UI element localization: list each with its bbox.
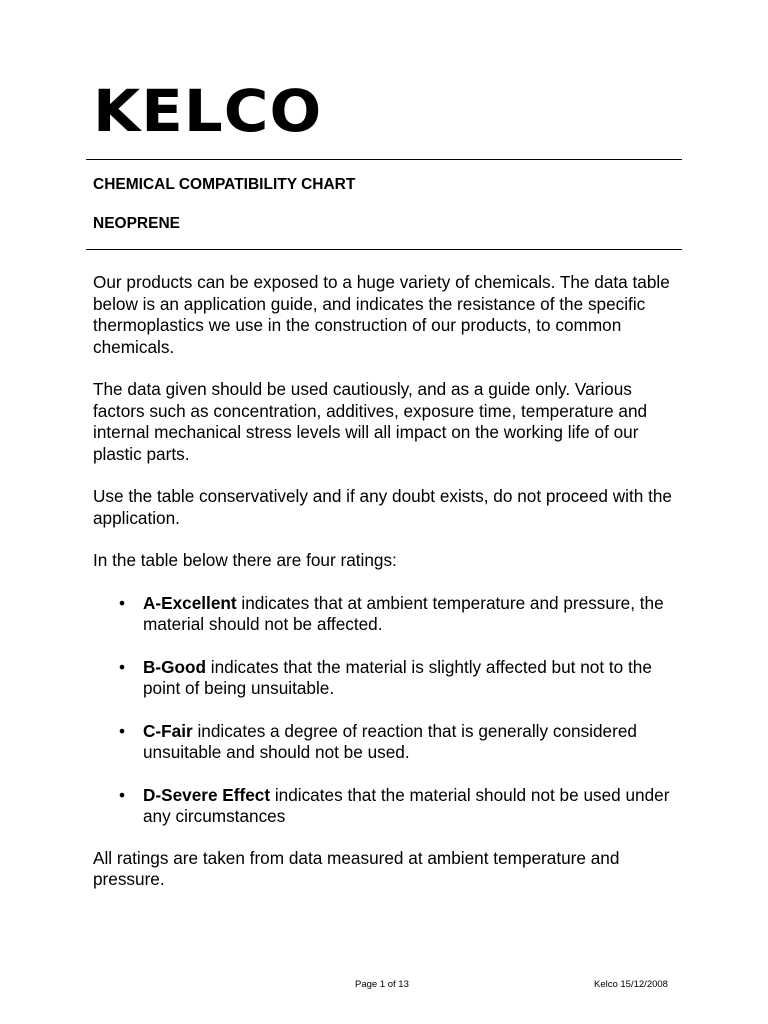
- rating-item-a: [143, 593, 683, 636]
- page-number: Page 1 of 13: [355, 979, 409, 990]
- caution-paragraph: The data given should be used cautiously, and as a guide only. Various factors such as concentration, additives, exposure time, temperature and internal mechanical stress levels will all impact on the working life of our plastic parts.: [93, 379, 648, 464]
- rating-term: D-Severe Effect: [143, 784, 271, 805]
- rating-description: indicates that at ambient temperature and pressure, the material should not be affected.: [143, 592, 664, 634]
- rating-description: indicates a degree of reaction that is generally considered unsuitable and should not be used.: [143, 720, 637, 762]
- rating-term: A-Excellent: [143, 592, 237, 613]
- material-name: NEOPRENE: [93, 215, 180, 232]
- ambient-conditions-paragraph: All ratings are taken from data measured at ambient temperature and pressure.: [93, 847, 620, 889]
- intro-paragraph: Our products can be exposed to a huge variety of chemicals. The data table below is an application guide, and indicates the resistance of the specific thermoplastics we use in the construction of our products, to common chemicals.: [93, 272, 670, 357]
- conservative-use-paragraph: Use the table conservatively and if any doubt exists, do not proceed with the application.: [93, 486, 672, 528]
- document-title: CHEMICAL COMPATIBILITY CHART: [93, 176, 356, 193]
- ratings-list: [93, 593, 683, 828]
- rating-term: B-Good: [143, 656, 207, 677]
- kelco-logo: KELCO: [93, 77, 323, 145]
- header-divider: [86, 249, 682, 250]
- rating-term: C-Fair: [143, 720, 193, 741]
- rating-description: indicates that the material is slightly affected but not to the point of being unsuitable.: [143, 656, 652, 698]
- ratings-intro-paragraph: In the table below there are four ratings:: [93, 550, 397, 570]
- rating-item-c: [143, 721, 683, 764]
- rating-description: indicates that the material should not be used under any circumstances: [143, 784, 670, 826]
- rating-item-b: [143, 657, 683, 700]
- top-divider: [86, 159, 682, 160]
- document-body: [93, 272, 683, 912]
- rating-item-d: [143, 785, 683, 828]
- footer-date: Kelco 15/12/2008: [594, 979, 668, 990]
